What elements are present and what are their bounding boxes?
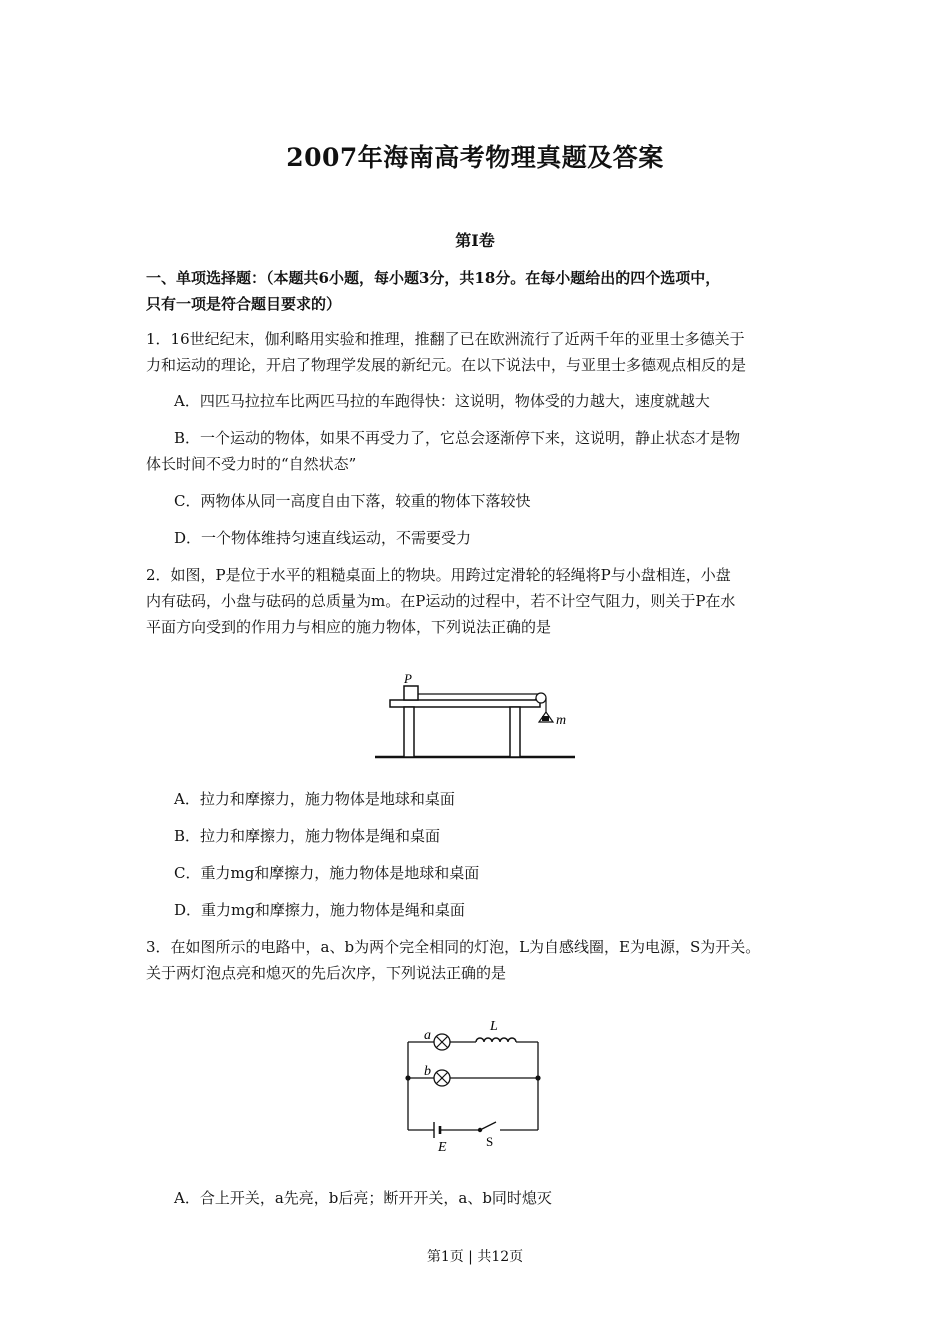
q3-stem-line1: 3．在如图所示的电路中，a、b为两个完全相同的灯泡，L为自感线圈，E为电源，S为开关。: [146, 938, 761, 956]
q3-option-a: A．合上开关，a先亮，b后亮；断开开关，a、b同时熄灭: [174, 1189, 552, 1207]
switch-label: S: [486, 1134, 494, 1149]
q1-option-b-line2: 体长时间不受力时的“自然状态”: [146, 455, 357, 473]
page-footer: 第1页 | 共12页: [426, 1249, 524, 1265]
q2-option-c: C．重力mg和摩擦力，施力物体是地球和桌面: [174, 864, 480, 882]
switch-arm: [480, 1122, 496, 1130]
section-heading-line2: 只有一项是符合题目要求的）: [146, 295, 342, 313]
block-p-label: P: [404, 671, 412, 686]
battery-label: E: [438, 1140, 447, 1154]
q1-option-b-line1: B．一个运动的物体，如果不再受力了，它总会逐渐停下来，这说明，静止状态才是物: [174, 429, 741, 447]
q2-option-d: D．重力mg和摩擦力，施力物体是绳和桌面: [174, 901, 465, 919]
section-heading-line1: 一、单项选择题：（本题共6小题，每小题3分，共18分。在每小题给出的四个选项中，: [146, 269, 721, 287]
block-p: [404, 686, 418, 700]
q2-stem-line2: 内有砝码，小盘与砝码的总质量为m。在P运动的过程中，若不计空气阻力，则关于P在水: [146, 592, 736, 610]
q1-option-a: A．四匹马拉拉车比两匹马拉的车跑得快：这说明，物体受的力越大，速度就越大: [174, 392, 710, 410]
q2-option-b: B．拉力和摩擦力，施力物体是绳和桌面: [174, 827, 441, 845]
table-leg-left: [404, 707, 414, 757]
mass-label: m: [556, 713, 567, 728]
pulley: [536, 693, 546, 703]
q1-stem-line1: 1．16世纪纪末，伽利略用实验和推理，推翻了已在欧洲流行了近两千年的亚里士多德关于: [146, 330, 745, 348]
table-top: [390, 700, 540, 707]
inductor-coil: [476, 1038, 516, 1042]
q2-option-a: A．拉力和摩擦力，施力物体是地球和桌面: [174, 790, 455, 808]
q1-option-c: C．两物体从同一高度自由下落，较重的物体下落较快: [174, 492, 531, 510]
inductor-label: L: [490, 1019, 498, 1034]
q2-stem-line3: 平面方向受到的作用力与相应的施力物体，下列说法正确的是: [146, 618, 552, 636]
q3-circuit-figure: [396, 1012, 546, 1154]
lamp-b-label: b: [424, 1064, 431, 1079]
q3-stem-line2: 关于两灯泡点亮和熄灭的先后次序，下列说法正确的是: [146, 964, 507, 982]
q2-table-pulley-figure: [370, 668, 580, 764]
volume-heading: 第Ⅰ卷: [455, 231, 495, 250]
q2-stem-line1: 2．如图，P是位于水平的粗糙桌面上的物块。用跨过定滑轮的轻绳将P与小盘相连，小盘: [146, 566, 731, 584]
weights: [542, 716, 549, 721]
q1-stem-line2: 力和运动的理论，开启了物理学发展的新纪元。在以下说法中，与亚里士多德观点相反的是: [146, 356, 747, 374]
document-title: 2007年海南高考物理真题及答案: [286, 143, 664, 172]
lamp-a-label: a: [424, 1028, 431, 1043]
q1-option-d: D．一个物体维持匀速直线运动，不需要受力: [174, 529, 472, 547]
table-leg-right: [510, 707, 520, 757]
